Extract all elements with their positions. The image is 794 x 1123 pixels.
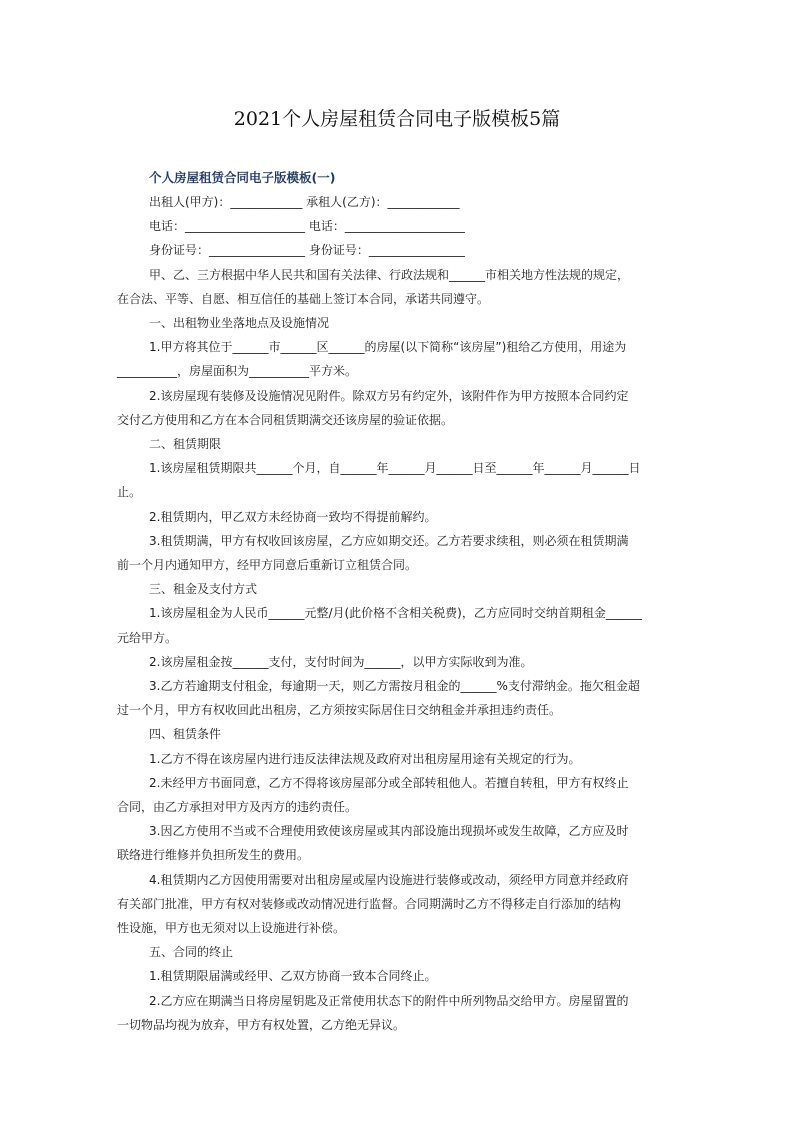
id-line: 身份证号：________________ 身份证号：________________ <box>149 243 465 257</box>
paragraph-line: 1.该房屋租金为人民币______元整/月(此价格不含相关税费)，乙方应同时交纳首期租金______ <box>149 606 642 620</box>
party-line: 出租人(甲方)：____________ 承租人(乙方)：____________ <box>149 195 460 209</box>
section-title: 一、出租物业坐落地点及设施情况 <box>149 316 330 330</box>
paragraph-line: 3.乙方若逾期支付租金，每逾期一天，则乙方需按月租金的______%支付滞纳金。拖欠租金超 <box>149 679 640 693</box>
paragraph-line: 一切物品均视为放弃，甲方有权处置，乙方绝无异议。 <box>117 1018 406 1032</box>
paragraph-line: 1.甲方将其位于______市______区______的房屋(以下简称“该房屋”)租给乙方使用，用途为 <box>149 340 627 354</box>
paragraph-line: 3.租赁期满，甲方有权收回该房屋，乙方应如期交还。乙方若要求续租，则必须在租赁期满 <box>149 534 629 548</box>
paragraph-line: 元给甲方。 <box>117 631 178 645</box>
paragraph-line: 甲、乙、三方根据中华人民共和国有关法律、行政法规和______市相关地方性法规的规定， <box>149 268 630 282</box>
paragraph-line: 2.该房屋现有装修及设施情况见附件。除双方另有约定外，该附件作为甲方按照本合同约定 <box>149 389 629 403</box>
paragraph-line: 1.乙方不得在该房屋内进行违反法律法规及政府对出租房屋用途有关规定的行为。 <box>149 752 581 766</box>
paragraph-line: 前一个月内通知甲方，经甲方同意后重新订立租赁合同。 <box>117 558 418 572</box>
section-heading: 个人房屋租赁合同电子版模板(一) <box>149 170 336 185</box>
paragraph-line: 止。 <box>117 485 142 499</box>
paragraph-line: 3.因乙方使用不当或不合理使用致使该房屋或其内部设施出现损坏或发生故障，乙方应及时 <box>149 824 629 838</box>
section-title: 四、租赁条件 <box>149 727 222 741</box>
paragraph-line: 性设施，甲方也无须对以上设施进行补偿。 <box>117 921 346 935</box>
paragraph-line: 交付乙方使用和乙方在本合同租赁期满交还该房屋的验证依据。 <box>117 413 454 427</box>
paragraph-line: 2.租赁期内，甲乙双方未经协商一致均不得提前解约。 <box>149 510 437 524</box>
paragraph-line: __________，房屋面积为__________平方米。 <box>117 364 358 378</box>
section-title: 三、租金及支付方式 <box>149 582 258 596</box>
paragraph-line: 合同，由乙方承担对甲方及丙方的违约责任。 <box>117 800 358 814</box>
paragraph-line: 4.租赁期内乙方因使用需要对出租房屋或屋内设施进行装修或改动，须经甲方同意并经政府 <box>149 873 629 887</box>
phone-line: 电话：____________________ 电话：____________________ <box>149 219 465 233</box>
paragraph-line: 过一个月，甲方有权收回此出租房，乙方须按实际居住日交纳租金并承担违约责任。 <box>117 703 562 717</box>
paragraph-line: 联络进行维修并负担所发生的费用。 <box>117 848 310 862</box>
document-title: 2021个人房屋租赁合同电子版模板5篇 <box>233 108 561 130</box>
paragraph-line: 2.未经甲方书面同意，乙方不得将该房屋部分或全部转租他人。若擅自转租，甲方有权终止 <box>149 776 629 790</box>
section-title: 五、合同的终止 <box>149 945 234 959</box>
paragraph-line: 2.该房屋租金按______支付，支付时间为______，以甲方实际收到为准。 <box>149 655 533 669</box>
section-title: 二、租赁期限 <box>149 437 222 451</box>
paragraph-line: 有关部门批准，甲方有权对装修或改动情况进行监督。合同期满时乙方不得移走自行添加的结构 <box>117 897 622 911</box>
paragraph-line: 1.该房屋租赁期限共______个月，自______年______月______日至______年______月______日 <box>149 461 641 475</box>
paragraph-line: 1.租赁期限届满或经甲、乙双方协商一致本合同终止。 <box>149 969 437 983</box>
paragraph-line: 在合法、平等、自愿、相互信任的基础上签订本合同，承诺共同遵守。 <box>117 292 490 306</box>
paragraph-line: 2.乙方应在期满当日将房屋钥匙及正常使用状态下的附件中所列物品交给甲方。房屋留置的 <box>149 994 629 1008</box>
